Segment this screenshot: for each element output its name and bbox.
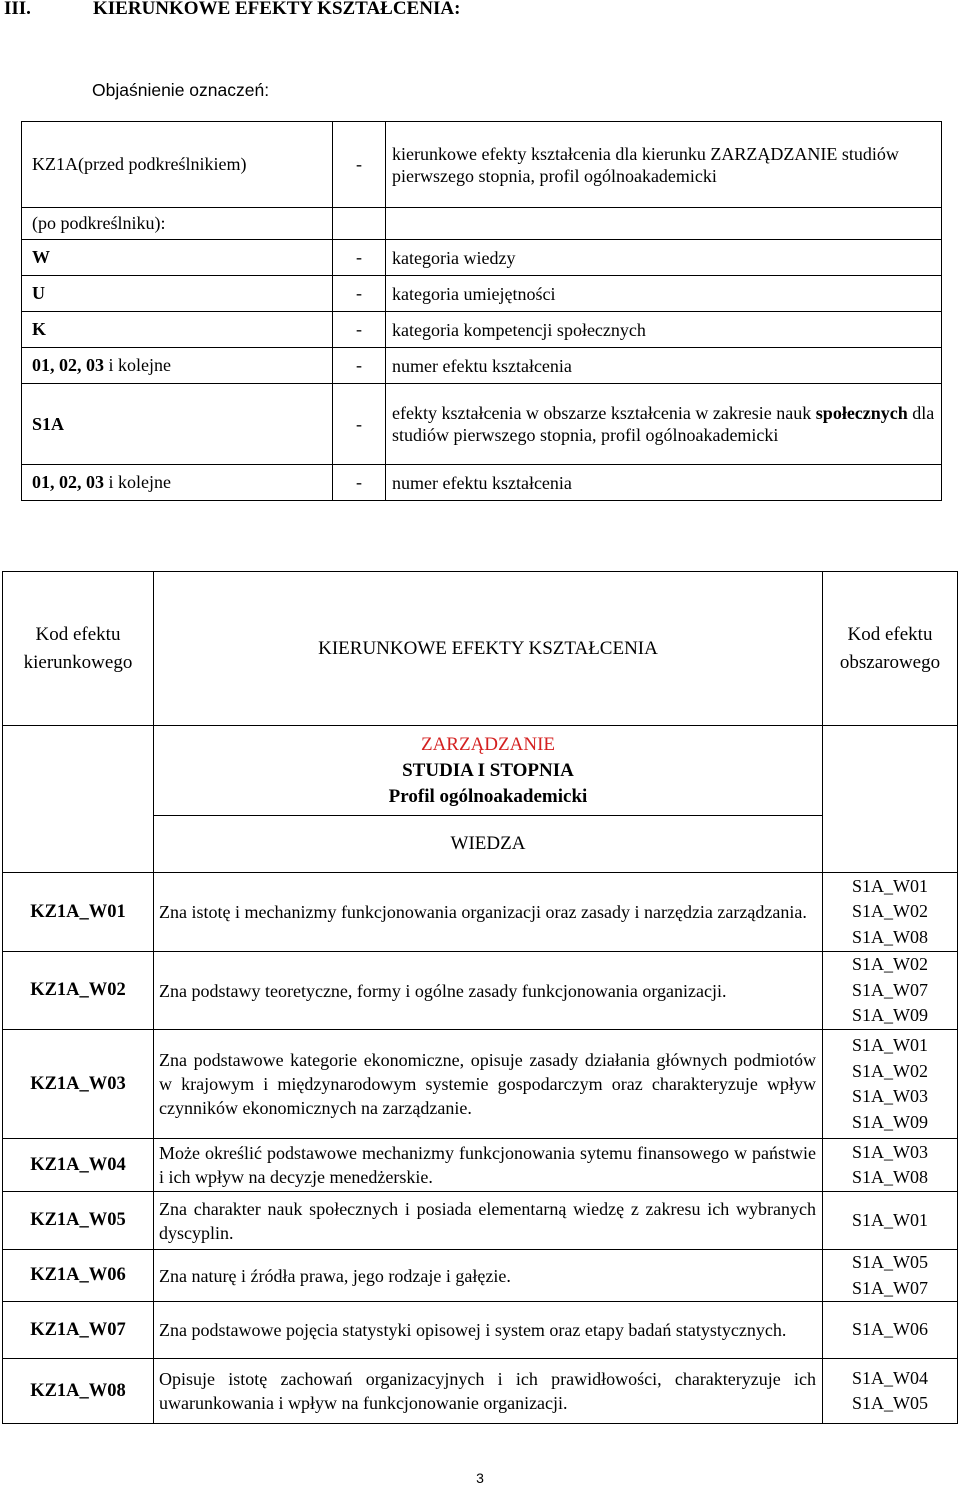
section-field: ZARZĄDZANIE [420,734,556,755]
row-code: KZ1A_W08 [3,1359,154,1424]
effects-table [2,571,958,1424]
table-row [3,1139,958,1192]
row-area-codes: S1A_W06 [823,1302,958,1359]
legend-row [22,384,942,465]
table-header-row [3,572,958,726]
legend-row [22,276,942,312]
legend-desc: numer efektu kształcenia [386,348,942,384]
table-row [3,1250,958,1302]
legend-dash: - [333,465,386,501]
legend-desc: efekty kształcenia w obszarze kształcenia w zakresie nauk społecznych dla studiów pierwszego stopnia, profil ogólnoakademicki [386,384,942,465]
legend-key: KZ1A(przed podkreślnikiem) [22,122,333,208]
row-description: Może określić podstawowe mechanizmy funkcjonowania sytemu finansowego w państwie i ich wpływ na decyzje menedżerskie. [154,1139,823,1192]
legend-row [22,240,942,276]
section-category: WIEDZA [450,833,526,854]
section-row [3,726,958,873]
table-row [3,1302,958,1359]
row-area-codes: S1A_W01 S1A_W02 S1A_W03 S1A_W09 [823,1030,958,1139]
legend-dash: - [333,348,386,384]
row-area-codes: S1A_W04 S1A_W05 [823,1359,958,1424]
row-description: Zna podstawy teoretyczne, formy i ogólne zasady funkcjonowania organizacji. [154,952,823,1030]
legend-desc: kategoria kompetencji społecznych [386,312,942,348]
legend-key: 01, 02, 03 i kolejne [22,348,333,384]
section-level: STUDIA I STOPNIA [402,760,574,781]
table-row [3,873,958,952]
row-description: Zna naturę i źródła prawa, jego rodzaje i gałęzie. [154,1250,823,1302]
legend-key: K [22,312,333,348]
legend-key: W [22,240,333,276]
legend-dash: - [333,276,386,312]
row-description: Zna podstawowe pojęcia statystyki opisowej i system oraz etapy badań statystycznych. [154,1302,823,1359]
header-effects: KIERUNKOWE EFEKTY KSZTAŁCENIA [154,572,823,726]
legend-desc: kierunkowe efekty kształcenia dla kierunku ZARZĄDZANIE studiów pierwszego stopnia, profil ogólnoakademicki [386,122,942,208]
legend-key: (po podkreślniku): [22,208,333,240]
legend-key: U [22,276,333,312]
row-description: Opisuje istotę zachowań organizacyjnych i ich prawidłowości, charakteryzuje ich uwarunkowania i wpływ na funkcjonowanie organizacji. [154,1359,823,1424]
legend-key: S1A [22,384,333,465]
section-profile: Profil ogólnoakademicki [154,784,822,816]
legend-row [22,465,942,501]
legend-row [22,312,942,348]
table-row [3,1030,958,1139]
legend-row [22,122,942,208]
legend-key: 01, 02, 03 i kolejne [22,465,333,501]
table-row [3,952,958,1030]
page-number: 3 [476,1470,484,1486]
legend-desc: kategoria wiedzy [386,240,942,276]
legend-row [22,348,942,384]
row-area-codes: S1A_W01 [823,1192,958,1250]
legend-dash: - [333,122,386,208]
legend-dash: - [333,312,386,348]
row-description: Zna istotę i mechanizmy funkcjonowania organizacji oraz zasady i narzędzia zarządzania. [154,873,823,952]
legend-dash: - [333,240,386,276]
row-code: KZ1A_W01 [3,873,154,952]
header-code-course: Kod efektu kierunkowego [3,572,154,726]
row-area-codes: S1A_W03 S1A_W08 [823,1139,958,1192]
section-heading [0,0,960,26]
header-code-area: Kod efektu obszarowego [823,572,958,726]
legend-table [21,121,942,501]
section-number: III. [4,0,31,19]
legend-dash: - [333,384,386,465]
row-area-codes: S1A_W05 S1A_W07 [823,1250,958,1302]
row-description: Zna charakter nauk społecznych i posiada elementarną wiedzę z zakresu ich wybranych dyscyplin. [154,1192,823,1250]
row-area-codes: S1A_W01 S1A_W02 S1A_W08 [823,873,958,952]
row-code: KZ1A_W07 [3,1302,154,1359]
row-code: KZ1A_W02 [3,952,154,1030]
legend-row [22,208,942,240]
row-code: KZ1A_W05 [3,1192,154,1250]
table-row [3,1359,958,1424]
row-code: KZ1A_W03 [3,1030,154,1139]
section-info [154,726,823,873]
row-description: Zna podstawowe kategorie ekonomiczne, opisuje zasady działania głównych podmiotów w krajowym i międzynarodowym systemie gospodarczym oraz charakteryzuje wpływ czynników ekonomicznych na zarządzanie. [154,1030,823,1139]
effects-rows [3,873,958,1424]
row-area-codes: S1A_W02 S1A_W07 S1A_W09 [823,952,958,1030]
section-title: KIERUNKOWE EFEKTY KSZTAŁCENIA: [93,0,461,19]
row-code: KZ1A_W04 [3,1139,154,1192]
legend-desc: numer efektu kształcenia [386,465,942,501]
legend-desc: kategoria umiejętności [386,276,942,312]
legend-subtitle: Objaśnienie oznaczeń: [92,80,270,100]
table-row [3,1192,958,1250]
row-code: KZ1A_W06 [3,1250,154,1302]
